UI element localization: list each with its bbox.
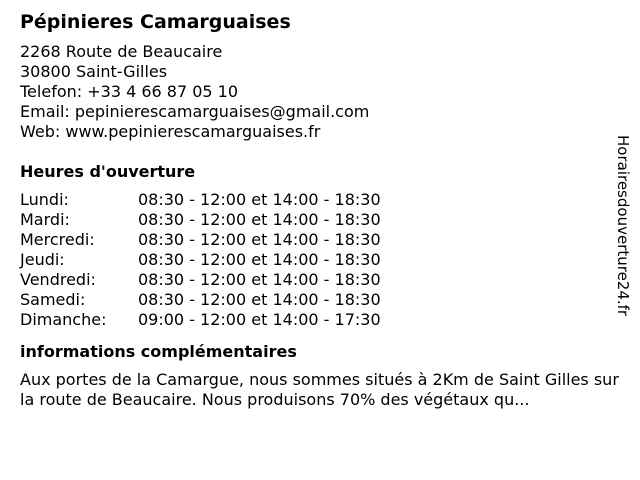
hours-table xyxy=(20,190,620,330)
address-street: 2268 Route de Beaucaire xyxy=(20,42,223,61)
address-city: 30800 Saint-Gilles xyxy=(20,62,168,81)
day-label: Mardi: xyxy=(20,210,70,229)
address-block xyxy=(20,42,620,142)
phone-line[interactable]: Telefon: +33 4 66 87 05 10 xyxy=(20,82,239,101)
hours-row-samedi xyxy=(20,290,620,310)
business-name: Pépinieres Camarguaises xyxy=(20,11,291,33)
info-description: Aux portes de la Camargue, nous sommes situés à 2Km de Saint Gilles sur la route de Beaucaire. Nous produisons 70% des végétaux qu... xyxy=(20,370,619,409)
time-range: 08:30 - 12:00 et 14:00 - 18:30 xyxy=(138,190,381,209)
time-range: 08:30 - 12:00 et 14:00 - 18:30 xyxy=(138,290,381,309)
hours-row-jeudi xyxy=(20,250,620,270)
hours-heading: Heures d'ouverture xyxy=(20,162,196,181)
email-line[interactable]: Email: pepinierescamarguaises@gmail.com xyxy=(20,102,370,121)
day-label: Jeudi: xyxy=(20,250,65,269)
day-label: Lundi: xyxy=(20,190,69,209)
time-range: 09:00 - 12:00 et 14:00 - 17:30 xyxy=(138,310,381,329)
time-range: 08:30 - 12:00 et 14:00 - 18:30 xyxy=(138,210,381,229)
day-label: Vendredi: xyxy=(20,270,96,289)
time-range: 08:30 - 12:00 et 14:00 - 18:30 xyxy=(138,230,381,249)
hours-row-vendredi xyxy=(20,270,620,290)
time-range: 08:30 - 12:00 et 14:00 - 18:30 xyxy=(138,270,381,289)
side-brand-watermark: Horairesdouverture24.fr xyxy=(614,135,632,317)
day-label: Samedi: xyxy=(20,290,86,309)
web-line[interactable]: Web: www.pepinierescamarguaises.fr xyxy=(20,122,321,141)
hours-row-dimanche xyxy=(20,310,620,330)
day-label: Dimanche: xyxy=(20,310,107,329)
business-card xyxy=(20,10,620,410)
hours-row-mardi xyxy=(20,210,620,230)
time-range: 08:30 - 12:00 et 14:00 - 18:30 xyxy=(138,250,381,269)
day-label: Mercredi: xyxy=(20,230,95,249)
info-heading: informations complémentaires xyxy=(20,342,297,361)
hours-row-mercredi xyxy=(20,230,620,250)
hours-row-lundi xyxy=(20,190,620,210)
